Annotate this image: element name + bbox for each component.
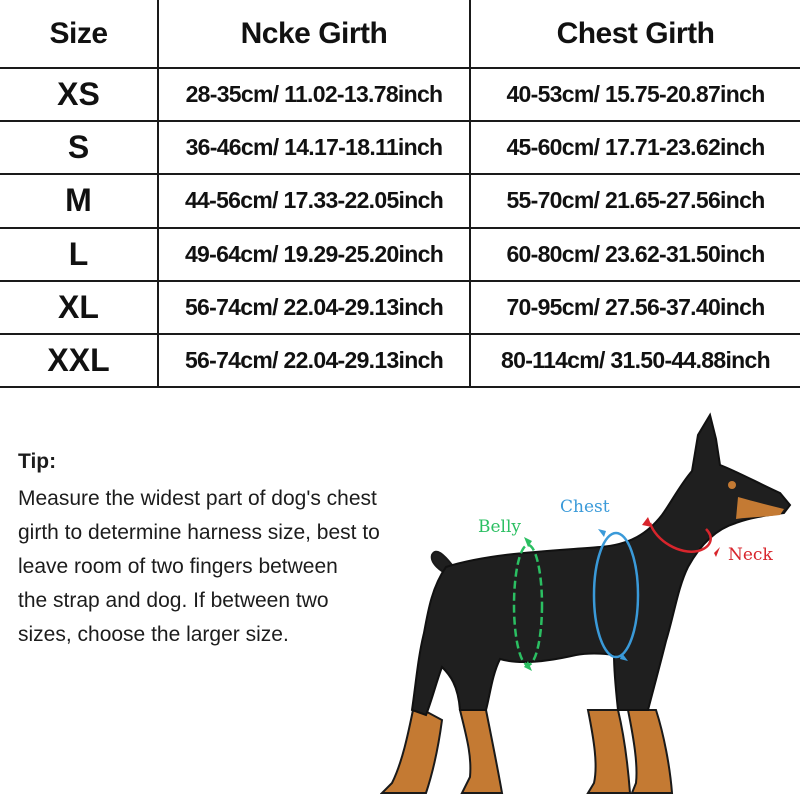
chest-girth-cell: 60-80cm/ 23.62-31.50inch <box>470 228 800 281</box>
size-cell: M <box>0 174 158 227</box>
tip-line: Measure the widest part of dog's chest <box>18 487 377 510</box>
neck-girth-cell: 28-35cm/ 11.02-13.78inch <box>158 68 470 121</box>
tip-line: sizes, choose the larger size. <box>18 623 289 646</box>
size-chart-header-row <box>0 0 800 68</box>
chest-girth-cell: 45-60cm/ 17.71-23.62inch <box>470 121 800 174</box>
tip-title: Tip: <box>18 450 57 473</box>
size-cell: XS <box>0 68 158 121</box>
header-chest-girth: Chest Girth <box>470 0 800 68</box>
tip-line: girth to determine harness size, best to <box>18 521 380 544</box>
header-size: Size <box>0 0 158 68</box>
tip-line: leave room of two fingers between <box>18 555 338 578</box>
neck-girth-cell: 49-64cm/ 19.29-25.20inch <box>158 228 470 281</box>
size-row-xl <box>0 281 800 334</box>
size-cell: XL <box>0 281 158 334</box>
size-cell: XXL <box>0 334 158 387</box>
size-row-xs <box>0 68 800 121</box>
chest-girth-cell: 55-70cm/ 21.65-27.56inch <box>470 174 800 227</box>
tip-line: the strap and dog. If between two <box>18 589 329 612</box>
neck-arrow-icon <box>714 547 720 557</box>
neck-girth-cell: 56-74cm/ 22.04-29.13inch <box>158 281 470 334</box>
dog-eye <box>728 481 736 489</box>
chest-girth-cell: 40-53cm/ 15.75-20.87inch <box>470 68 800 121</box>
belly-label: Belly <box>478 517 522 537</box>
size-row-l <box>0 228 800 281</box>
neck-girth-cell: 56-74cm/ 22.04-29.13inch <box>158 334 470 387</box>
size-row-xxl <box>0 334 800 387</box>
neck-girth-cell: 44-56cm/ 17.33-22.05inch <box>158 174 470 227</box>
chest-girth-cell: 80-114cm/ 31.50-44.88inch <box>470 334 800 387</box>
chest-label: Chest <box>560 497 610 517</box>
measurement-diagram <box>380 405 800 800</box>
size-chart-table <box>0 0 800 388</box>
neck-girth-cell: 36-46cm/ 14.17-18.11inch <box>158 121 470 174</box>
dog-body <box>412 415 790 715</box>
chest-girth-cell: 70-95cm/ 27.56-37.40inch <box>470 281 800 334</box>
dog-legs-tan <box>382 705 672 793</box>
size-row-m <box>0 174 800 227</box>
neck-label: Neck <box>728 545 773 565</box>
size-cell: L <box>0 228 158 281</box>
neck-arrow-icon <box>642 517 652 527</box>
header-neck-girth: Ncke Girth <box>158 0 470 68</box>
dog-illustration <box>380 405 800 800</box>
chest-arrow-icon <box>598 529 606 537</box>
size-row-s <box>0 121 800 174</box>
size-cell: S <box>0 121 158 174</box>
